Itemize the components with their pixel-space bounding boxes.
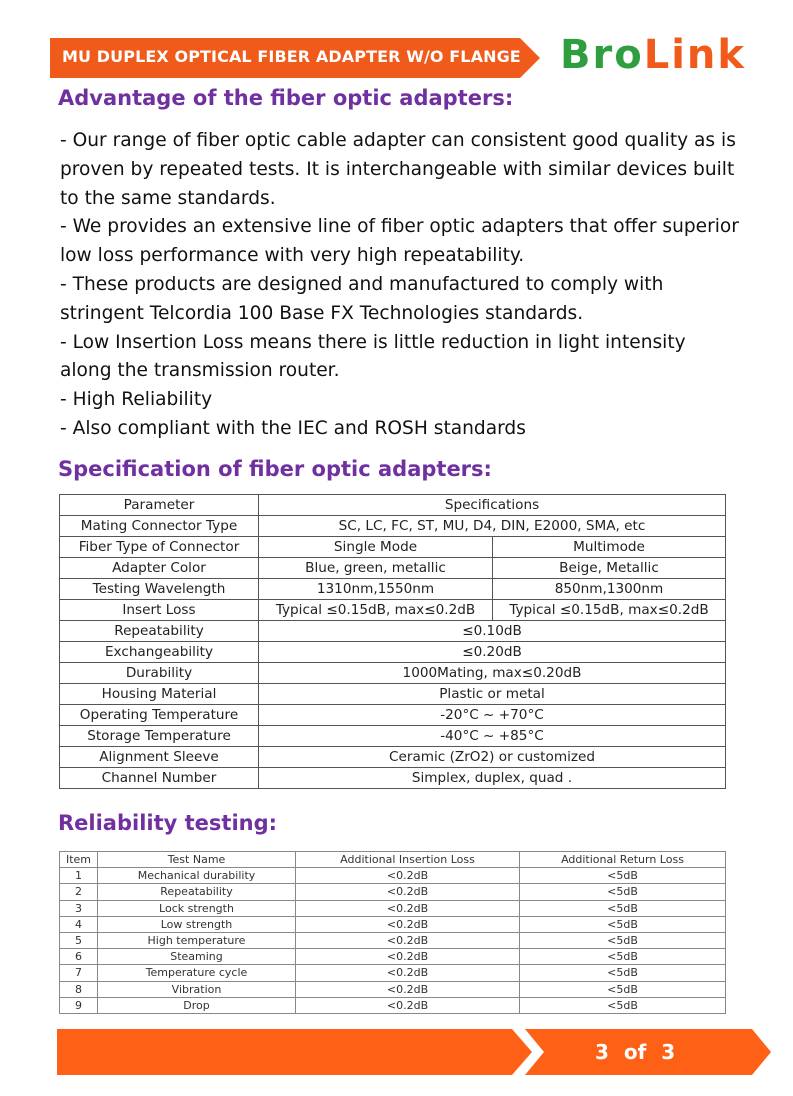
page-number: 3 of 3 — [595, 1040, 676, 1064]
cell-item: 9 — [60, 997, 98, 1013]
reliability-table — [59, 851, 726, 1014]
cell-item: 6 — [60, 949, 98, 965]
reliability-heading: Reliability testing: — [58, 811, 278, 835]
spec-parameter: Repeatability — [60, 621, 259, 642]
spec-parameter: Mating Connector Type — [60, 516, 259, 537]
cell-test-name: Drop — [98, 997, 296, 1013]
spec-parameter: Insert Loss — [60, 600, 259, 621]
advantages-heading: Advantage of the fiber optic adapters: — [58, 86, 514, 110]
specification-table — [59, 494, 726, 789]
cell-insertion-loss: <0.2dB — [296, 965, 520, 981]
table-row — [60, 997, 726, 1013]
spec-row — [60, 600, 726, 621]
cell-item: 8 — [60, 981, 98, 997]
document-title: MU DUPLEX OPTICAL FIBER ADAPTER W/O FLANGE — [62, 47, 521, 66]
spec-value-multimode: 850nm,1300nm — [493, 579, 726, 600]
column-header-test-name: Test Name — [98, 852, 296, 868]
spec-row — [60, 516, 726, 537]
cell-item: 3 — [60, 900, 98, 916]
cell-item: 4 — [60, 916, 98, 932]
spec-value: -20°C ~ +70°C — [259, 705, 726, 726]
spec-value-single-mode: Blue, green, metallic — [259, 558, 493, 579]
spec-header-specifications: Specifications — [259, 495, 726, 516]
cell-return-loss: <5dB — [520, 900, 726, 916]
spec-value: Ceramic (ZrO2) or customized — [259, 747, 726, 768]
cell-insertion-loss: <0.2dB — [296, 868, 520, 884]
spec-value-multimode: Beige, Metallic — [493, 558, 726, 579]
spec-parameter: Alignment Sleeve — [60, 747, 259, 768]
spec-value-multimode: Typical ≤0.15dB, max≤0.2dB — [493, 600, 726, 621]
cell-insertion-loss: <0.2dB — [296, 900, 520, 916]
reliability-header-row — [60, 852, 726, 868]
spec-row — [60, 768, 726, 789]
cell-return-loss: <5dB — [520, 932, 726, 948]
advantages-list — [60, 127, 740, 444]
spec-row — [60, 726, 726, 747]
spec-parameter: Durability — [60, 663, 259, 684]
cell-item: 1 — [60, 868, 98, 884]
cell-item: 7 — [60, 965, 98, 981]
spec-row — [60, 747, 726, 768]
column-header-insertion-loss: Additional Insertion Loss — [296, 852, 520, 868]
spec-value: -40°C ~ +85°C — [259, 726, 726, 747]
spec-parameter: Operating Temperature — [60, 705, 259, 726]
table-row — [60, 981, 726, 997]
advantage-item: - High Reliability — [60, 389, 213, 411]
cell-item: 2 — [60, 884, 98, 900]
spec-value: 1000Mating, max≤0.20dB — [259, 663, 726, 684]
spec-row — [60, 537, 726, 558]
spec-row — [60, 705, 726, 726]
spec-parameter: Exchangeability — [60, 642, 259, 663]
spec-row — [60, 579, 726, 600]
cell-return-loss: <5dB — [520, 965, 726, 981]
advantage-item: - Our range of fiber optic cable adapter can consistent good quality as is proven by repeated tests. It is interchangeable with similar devices built to the same standards. — [60, 130, 736, 209]
cell-test-name: Temperature cycle — [98, 965, 296, 981]
brolink-logo — [560, 32, 746, 78]
advantage-item: - Also compliant with the IEC and ROSH standards — [60, 417, 526, 439]
spec-row — [60, 684, 726, 705]
cell-insertion-loss: <0.2dB — [296, 916, 520, 932]
cell-return-loss: <5dB — [520, 916, 726, 932]
spec-value: ≤0.10dB — [259, 621, 726, 642]
cell-return-loss: <5dB — [520, 884, 726, 900]
spec-value-single-mode: Single Mode — [259, 537, 493, 558]
table-row — [60, 884, 726, 900]
column-header-item: Item — [60, 852, 98, 868]
cell-test-name: Vibration — [98, 981, 296, 997]
spec-row — [60, 663, 726, 684]
table-row — [60, 949, 726, 965]
spec-header-row — [60, 495, 726, 516]
cell-test-name: Lock strength — [98, 900, 296, 916]
spec-parameter: Channel Number — [60, 768, 259, 789]
cell-insertion-loss: <0.2dB — [296, 949, 520, 965]
cell-test-name: Steaming — [98, 949, 296, 965]
advantage-item: - These products are designed and manufactured to comply with stringent Telcordia 100 Base FX Technologies standards. — [60, 273, 664, 324]
cell-test-name: Mechanical durability — [98, 868, 296, 884]
cell-insertion-loss: <0.2dB — [296, 884, 520, 900]
spec-value: Plastic or metal — [259, 684, 726, 705]
table-row — [60, 965, 726, 981]
cell-test-name: High temperature — [98, 932, 296, 948]
cell-insertion-loss: <0.2dB — [296, 981, 520, 997]
advantage-item: - Low Insertion Loss means there is little reduction in light intensity along the transmission router. — [60, 331, 686, 382]
table-row — [60, 868, 726, 884]
spec-value-single-mode: Typical ≤0.15dB, max≤0.2dB — [259, 600, 493, 621]
cell-insertion-loss: <0.2dB — [296, 997, 520, 1013]
spec-parameter: Storage Temperature — [60, 726, 259, 747]
cell-return-loss: <5dB — [520, 981, 726, 997]
spec-parameter: Fiber Type of Connector — [60, 537, 259, 558]
spec-row — [60, 642, 726, 663]
header-banner — [50, 38, 540, 78]
spec-value: SC, LC, FC, ST, MU, D4, DIN, E2000, SMA, etc — [259, 516, 726, 537]
table-row — [60, 932, 726, 948]
column-header-return-loss: Additional Return Loss — [520, 852, 726, 868]
advantage-item: - We provides an extensive line of fiber optic adapters that offer superior low loss performance with very high repeatability. — [60, 216, 739, 267]
cell-return-loss: <5dB — [520, 868, 726, 884]
table-row — [60, 916, 726, 932]
spec-row — [60, 621, 726, 642]
spec-parameter: Testing Wavelength — [60, 579, 259, 600]
specification-heading: Specification of fiber optic adapters: — [58, 457, 492, 481]
cell-item: 5 — [60, 932, 98, 948]
cell-insertion-loss: <0.2dB — [296, 932, 520, 948]
logo-part-link: Link — [643, 32, 746, 78]
spec-header-parameter: Parameter — [60, 495, 259, 516]
table-row — [60, 900, 726, 916]
spec-value-single-mode: 1310nm,1550nm — [259, 579, 493, 600]
cell-return-loss: <5dB — [520, 997, 726, 1013]
cell-test-name: Repeatability — [98, 884, 296, 900]
spec-value-multimode: Multimode — [493, 537, 726, 558]
cell-test-name: Low strength — [98, 916, 296, 932]
spec-value: ≤0.20dB — [259, 642, 726, 663]
logo-part-bro: Bro — [560, 32, 644, 78]
spec-value: Simplex, duplex, quad . — [259, 768, 726, 789]
cell-return-loss: <5dB — [520, 949, 726, 965]
spec-row — [60, 558, 726, 579]
spec-parameter: Adapter Color — [60, 558, 259, 579]
spec-parameter: Housing Material — [60, 684, 259, 705]
